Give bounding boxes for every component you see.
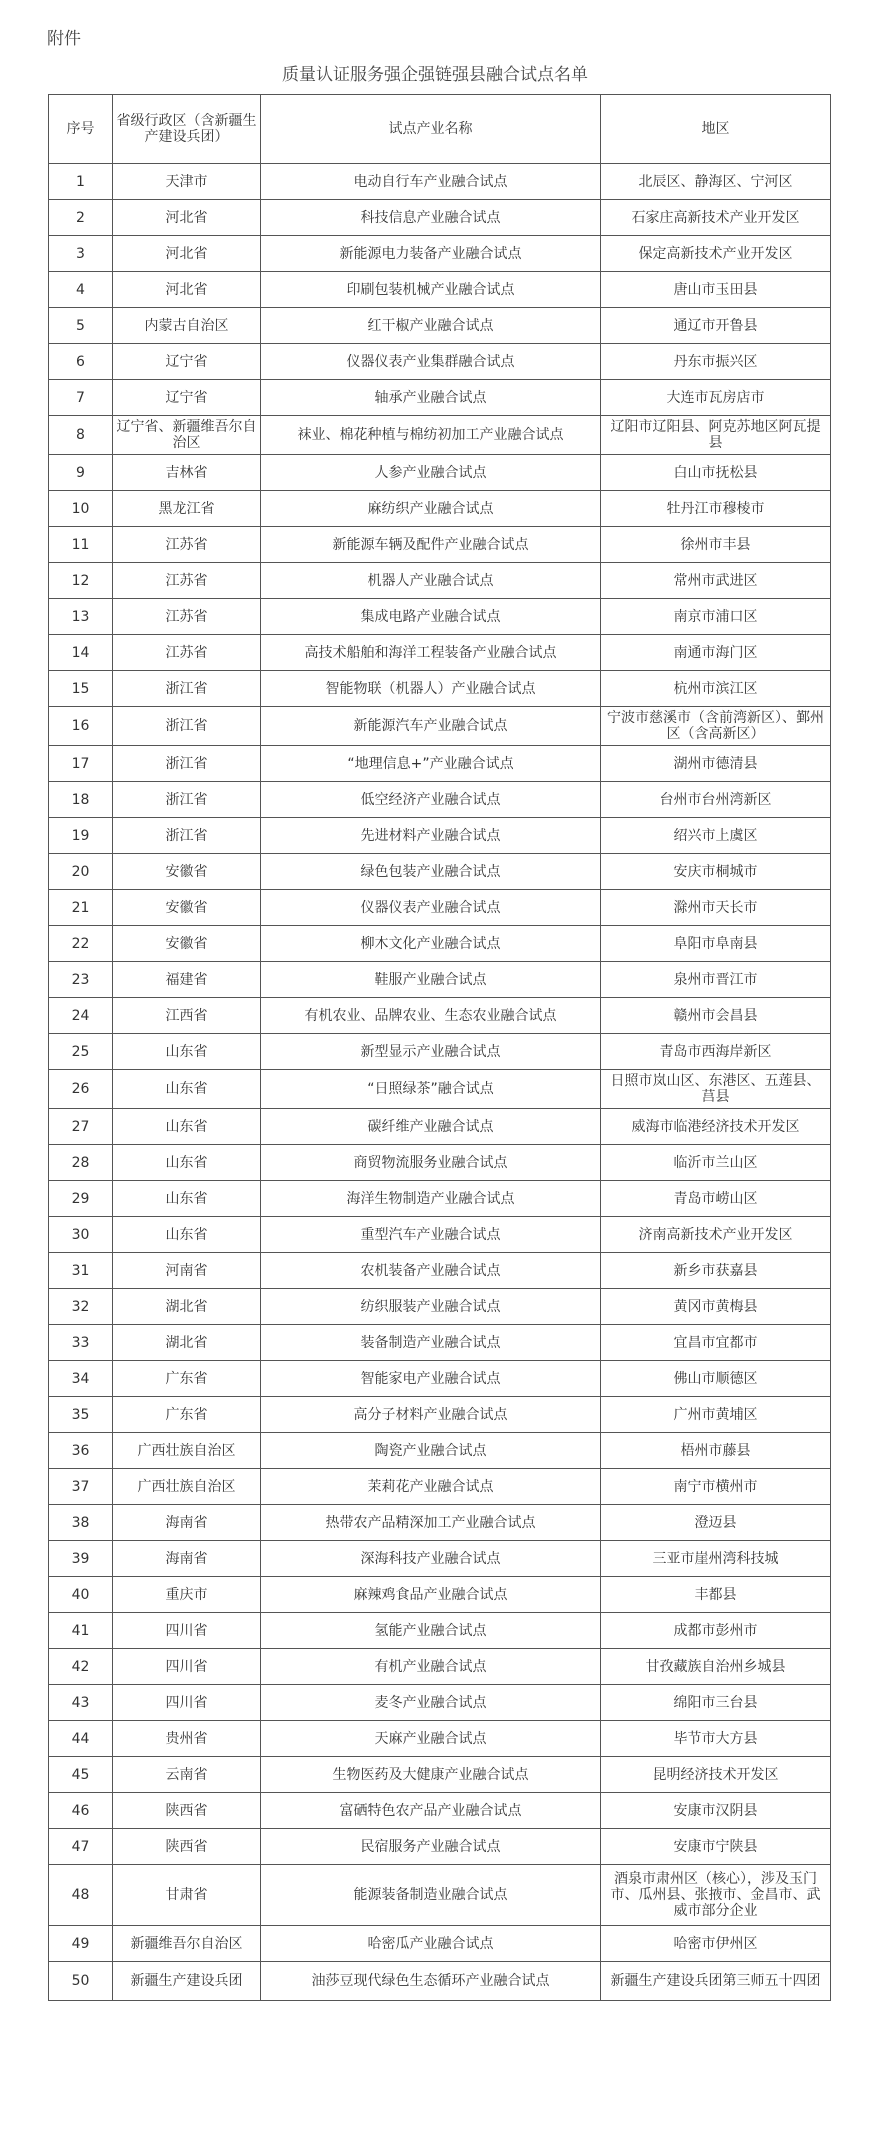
cell-region: 南通市海门区 [601, 635, 831, 671]
cell-province: 内蒙古自治区 [113, 308, 261, 344]
cell-region: 台州市台州湾新区 [601, 782, 831, 818]
cell-region: 临沂市兰山区 [601, 1145, 831, 1181]
table-row [49, 344, 831, 380]
cell-province: 河北省 [113, 236, 261, 272]
cell-province: 新疆生产建设兵团 [113, 1962, 261, 2001]
cell-region: 辽阳市辽阳县、阿克苏地区阿瓦提县 [601, 416, 831, 455]
cell-serial: 39 [49, 1541, 113, 1577]
cell-region: 牡丹江市穆棱市 [601, 491, 831, 527]
cell-serial: 9 [49, 455, 113, 491]
header-industry: 试点产业名称 [261, 95, 601, 164]
table-row [49, 818, 831, 854]
cell-province: 海南省 [113, 1541, 261, 1577]
table-row [49, 491, 831, 527]
cell-industry: 袜业、棉花种植与棉纺初加工产业融合试点 [261, 416, 601, 455]
cell-region: 宁波市慈溪市（含前湾新区）、鄞州区（含高新区） [601, 707, 831, 746]
cell-serial: 36 [49, 1433, 113, 1469]
cell-region: 酒泉市肃州区（核心），涉及玉门市、瓜州县、张掖市、金昌市、武威市部分企业 [601, 1865, 831, 1926]
cell-region: 唐山市玉田县 [601, 272, 831, 308]
table-row [49, 1145, 831, 1181]
cell-province: 山东省 [113, 1181, 261, 1217]
cell-region: 保定高新技术产业开发区 [601, 236, 831, 272]
table-row [49, 527, 831, 563]
cell-industry: 热带农产品精深加工产业融合试点 [261, 1505, 601, 1541]
cell-serial: 47 [49, 1829, 113, 1865]
cell-province: 江苏省 [113, 635, 261, 671]
cell-serial: 1 [49, 164, 113, 200]
table-row [49, 1181, 831, 1217]
document-title: 质量认证服务强企强链强县融合试点名单 [282, 65, 588, 85]
cell-industry: 低空经济产业融合试点 [261, 782, 601, 818]
cell-region: 泉州市晋江市 [601, 962, 831, 998]
cell-region: 绵阳市三台县 [601, 1685, 831, 1721]
cell-province: 浙江省 [113, 746, 261, 782]
cell-region: 新疆生产建设兵团第三师五十四团 [601, 1962, 831, 2001]
cell-region: 澄迈县 [601, 1505, 831, 1541]
cell-region: 威海市临港经济技术开发区 [601, 1109, 831, 1145]
cell-industry: 仪器仪表产业融合试点 [261, 890, 601, 926]
cell-serial: 12 [49, 563, 113, 599]
cell-province: 安徽省 [113, 926, 261, 962]
table-row [49, 926, 831, 962]
table-row [49, 1325, 831, 1361]
cell-province: 辽宁省 [113, 344, 261, 380]
cell-province: 江苏省 [113, 527, 261, 563]
cell-serial: 22 [49, 926, 113, 962]
cell-serial: 7 [49, 380, 113, 416]
table-row [49, 1685, 831, 1721]
cell-province: 江苏省 [113, 599, 261, 635]
cell-province: 贵州省 [113, 1721, 261, 1757]
table-row [49, 380, 831, 416]
cell-province: 海南省 [113, 1505, 261, 1541]
table-row [49, 1253, 831, 1289]
cell-region: 三亚市崖州湾科技城 [601, 1541, 831, 1577]
cell-region: 滁州市天长市 [601, 890, 831, 926]
cell-industry: 麦冬产业融合试点 [261, 1685, 601, 1721]
cell-region: 湖州市德清县 [601, 746, 831, 782]
table-row [49, 272, 831, 308]
table-row [49, 1649, 831, 1685]
table-row [49, 164, 831, 200]
cell-province: 安徽省 [113, 890, 261, 926]
cell-province: 浙江省 [113, 818, 261, 854]
cell-industry: 纺织服装产业融合试点 [261, 1289, 601, 1325]
cell-region: 阜阳市阜南县 [601, 926, 831, 962]
table-row [49, 1926, 831, 1962]
cell-province: 陕西省 [113, 1793, 261, 1829]
cell-serial: 20 [49, 854, 113, 890]
cell-serial: 38 [49, 1505, 113, 1541]
cell-serial: 45 [49, 1757, 113, 1793]
cell-industry: 仪器仪表产业集群融合试点 [261, 344, 601, 380]
cell-region: 绍兴市上虞区 [601, 818, 831, 854]
cell-serial: 4 [49, 272, 113, 308]
cell-region: 常州市武进区 [601, 563, 831, 599]
cell-region: 广州市黄埔区 [601, 1397, 831, 1433]
cell-industry: 新型显示产业融合试点 [261, 1034, 601, 1070]
cell-industry: “日照绿茶”融合试点 [261, 1070, 601, 1109]
cell-province: 湖北省 [113, 1325, 261, 1361]
cell-industry: 民宿服务产业融合试点 [261, 1829, 601, 1865]
cell-province: 重庆市 [113, 1577, 261, 1613]
table-row [49, 1034, 831, 1070]
cell-serial: 11 [49, 527, 113, 563]
cell-industry: 机器人产业融合试点 [261, 563, 601, 599]
table-row [49, 1397, 831, 1433]
cell-province: 浙江省 [113, 782, 261, 818]
attachment-label: 附件 [47, 29, 81, 49]
table-row [49, 746, 831, 782]
cell-region: 徐州市丰县 [601, 527, 831, 563]
cell-serial: 34 [49, 1361, 113, 1397]
cell-province: 山东省 [113, 1070, 261, 1109]
cell-province: 山东省 [113, 1145, 261, 1181]
cell-serial: 16 [49, 707, 113, 746]
cell-serial: 6 [49, 344, 113, 380]
cell-industry: 深海科技产业融合试点 [261, 1541, 601, 1577]
cell-industry: 红干椒产业融合试点 [261, 308, 601, 344]
table-row [49, 1613, 831, 1649]
cell-serial: 3 [49, 236, 113, 272]
cell-serial: 37 [49, 1469, 113, 1505]
cell-industry: “地理信息+”产业融合试点 [261, 746, 601, 782]
table-row [49, 1541, 831, 1577]
cell-province: 安徽省 [113, 854, 261, 890]
cell-province: 甘肃省 [113, 1865, 261, 1926]
cell-industry: 能源装备制造业融合试点 [261, 1865, 601, 1926]
table-row [49, 1109, 831, 1145]
cell-region: 石家庄高新技术产业开发区 [601, 200, 831, 236]
table-row [49, 1505, 831, 1541]
cell-serial: 48 [49, 1865, 113, 1926]
cell-province: 河南省 [113, 1253, 261, 1289]
cell-region: 梧州市藤县 [601, 1433, 831, 1469]
cell-region: 济南高新技术产业开发区 [601, 1217, 831, 1253]
cell-industry: 科技信息产业融合试点 [261, 200, 601, 236]
cell-province: 江苏省 [113, 563, 261, 599]
cell-region: 安庆市桐城市 [601, 854, 831, 890]
cell-region: 南京市浦口区 [601, 599, 831, 635]
cell-region: 哈密市伊州区 [601, 1926, 831, 1962]
cell-province: 新疆维吾尔自治区 [113, 1926, 261, 1962]
cell-serial: 25 [49, 1034, 113, 1070]
table-row [49, 1793, 831, 1829]
cell-province: 河北省 [113, 272, 261, 308]
cell-province: 黑龙江省 [113, 491, 261, 527]
cell-industry: 集成电路产业融合试点 [261, 599, 601, 635]
cell-region: 北辰区、静海区、宁河区 [601, 164, 831, 200]
cell-region: 青岛市西海岸新区 [601, 1034, 831, 1070]
cell-industry: 新能源汽车产业融合试点 [261, 707, 601, 746]
cell-industry: 麻纺织产业融合试点 [261, 491, 601, 527]
cell-industry: 重型汽车产业融合试点 [261, 1217, 601, 1253]
table-row [49, 1217, 831, 1253]
cell-industry: 农机装备产业融合试点 [261, 1253, 601, 1289]
cell-industry: 印刷包装机械产业融合试点 [261, 272, 601, 308]
cell-industry: 智能物联（机器人）产业融合试点 [261, 671, 601, 707]
cell-province: 四川省 [113, 1649, 261, 1685]
cell-industry: 新能源车辆及配件产业融合试点 [261, 527, 601, 563]
table-row [49, 563, 831, 599]
cell-serial: 10 [49, 491, 113, 527]
cell-industry: 富硒特色农产品产业融合试点 [261, 1793, 601, 1829]
cell-region: 安康市汉阴县 [601, 1793, 831, 1829]
cell-province: 云南省 [113, 1757, 261, 1793]
cell-province: 浙江省 [113, 671, 261, 707]
table-row [49, 782, 831, 818]
cell-serial: 41 [49, 1613, 113, 1649]
table-row [49, 854, 831, 890]
cell-region: 丰都县 [601, 1577, 831, 1613]
cell-province: 辽宁省 [113, 380, 261, 416]
cell-serial: 5 [49, 308, 113, 344]
cell-region: 宜昌市宜都市 [601, 1325, 831, 1361]
pilot-list-table [48, 94, 831, 2001]
cell-serial: 8 [49, 416, 113, 455]
cell-serial: 31 [49, 1253, 113, 1289]
cell-province: 浙江省 [113, 707, 261, 746]
cell-province: 山东省 [113, 1109, 261, 1145]
cell-serial: 43 [49, 1685, 113, 1721]
cell-industry: 绿色包装产业融合试点 [261, 854, 601, 890]
cell-industry: 茉莉花产业融合试点 [261, 1469, 601, 1505]
table-row [49, 236, 831, 272]
cell-province: 辽宁省、新疆维吾尔自治区 [113, 416, 261, 455]
header-serial: 序号 [49, 95, 113, 164]
cell-region: 赣州市会昌县 [601, 998, 831, 1034]
cell-serial: 49 [49, 1926, 113, 1962]
cell-serial: 13 [49, 599, 113, 635]
cell-region: 大连市瓦房店市 [601, 380, 831, 416]
table-row [49, 671, 831, 707]
cell-industry: 柳木文化产业融合试点 [261, 926, 601, 962]
cell-industry: 电动自行车产业融合试点 [261, 164, 601, 200]
cell-serial: 46 [49, 1793, 113, 1829]
cell-industry: 氢能产业融合试点 [261, 1613, 601, 1649]
table-header-row [49, 95, 831, 164]
table-row [49, 1469, 831, 1505]
cell-industry: 陶瓷产业融合试点 [261, 1433, 601, 1469]
cell-serial: 44 [49, 1721, 113, 1757]
table-row [49, 1962, 831, 2001]
cell-region: 新乡市获嘉县 [601, 1253, 831, 1289]
cell-region: 青岛市崂山区 [601, 1181, 831, 1217]
cell-province: 广西壮族自治区 [113, 1469, 261, 1505]
cell-serial: 27 [49, 1109, 113, 1145]
cell-serial: 17 [49, 746, 113, 782]
cell-serial: 40 [49, 1577, 113, 1613]
cell-region: 安康市宁陕县 [601, 1829, 831, 1865]
cell-province: 广东省 [113, 1397, 261, 1433]
cell-province: 江西省 [113, 998, 261, 1034]
cell-province: 天津市 [113, 164, 261, 200]
cell-serial: 50 [49, 1962, 113, 2001]
cell-region: 毕节市大方县 [601, 1721, 831, 1757]
cell-serial: 21 [49, 890, 113, 926]
cell-serial: 23 [49, 962, 113, 998]
cell-industry: 碳纤维产业融合试点 [261, 1109, 601, 1145]
table-row [49, 890, 831, 926]
cell-serial: 35 [49, 1397, 113, 1433]
cell-serial: 2 [49, 200, 113, 236]
table-row [49, 1757, 831, 1793]
cell-province: 四川省 [113, 1685, 261, 1721]
cell-region: 昆明经济技术开发区 [601, 1757, 831, 1793]
cell-serial: 26 [49, 1070, 113, 1109]
table-row [49, 1577, 831, 1613]
cell-industry: 生物医药及大健康产业融合试点 [261, 1757, 601, 1793]
table-row [49, 1070, 831, 1109]
cell-industry: 油莎豆现代绿色生态循环产业融合试点 [261, 1962, 601, 2001]
cell-serial: 18 [49, 782, 113, 818]
cell-region: 丹东市振兴区 [601, 344, 831, 380]
table-row [49, 599, 831, 635]
cell-province: 四川省 [113, 1613, 261, 1649]
cell-province: 山东省 [113, 1217, 261, 1253]
cell-serial: 33 [49, 1325, 113, 1361]
cell-serial: 28 [49, 1145, 113, 1181]
header-province: 省级行政区（含新疆生产建设兵团） [113, 95, 261, 164]
cell-region: 白山市抚松县 [601, 455, 831, 491]
table-row [49, 1289, 831, 1325]
cell-serial: 32 [49, 1289, 113, 1325]
cell-industry: 高分子材料产业融合试点 [261, 1397, 601, 1433]
table-row [49, 1361, 831, 1397]
table-row [49, 200, 831, 236]
cell-industry: 高技术船舶和海洋工程装备产业融合试点 [261, 635, 601, 671]
cell-region: 成都市彭州市 [601, 1613, 831, 1649]
table-row [49, 635, 831, 671]
table-row [49, 308, 831, 344]
cell-industry: 人参产业融合试点 [261, 455, 601, 491]
cell-province: 湖北省 [113, 1289, 261, 1325]
cell-serial: 14 [49, 635, 113, 671]
cell-serial: 19 [49, 818, 113, 854]
table-row [49, 707, 831, 746]
cell-region: 黄冈市黄梅县 [601, 1289, 831, 1325]
cell-industry: 麻辣鸡食品产业融合试点 [261, 1577, 601, 1613]
table-row [49, 962, 831, 998]
table-row [49, 1865, 831, 1926]
cell-industry: 有机产业融合试点 [261, 1649, 601, 1685]
table-row [49, 455, 831, 491]
cell-industry: 哈密瓜产业融合试点 [261, 1926, 601, 1962]
cell-region: 日照市岚山区、东港区、五莲县、莒县 [601, 1070, 831, 1109]
cell-province: 山东省 [113, 1034, 261, 1070]
cell-serial: 30 [49, 1217, 113, 1253]
cell-province: 福建省 [113, 962, 261, 998]
cell-province: 河北省 [113, 200, 261, 236]
cell-region: 南宁市横州市 [601, 1469, 831, 1505]
cell-industry: 商贸物流服务业融合试点 [261, 1145, 601, 1181]
table-row [49, 998, 831, 1034]
cell-industry: 鞋服产业融合试点 [261, 962, 601, 998]
header-region: 地区 [601, 95, 831, 164]
cell-industry: 装备制造产业融合试点 [261, 1325, 601, 1361]
cell-region: 杭州市滨江区 [601, 671, 831, 707]
cell-industry: 先进材料产业融合试点 [261, 818, 601, 854]
cell-province: 广东省 [113, 1361, 261, 1397]
cell-province: 吉林省 [113, 455, 261, 491]
cell-region: 通辽市开鲁县 [601, 308, 831, 344]
cell-province: 陕西省 [113, 1829, 261, 1865]
cell-serial: 24 [49, 998, 113, 1034]
table-row [49, 1433, 831, 1469]
cell-industry: 智能家电产业融合试点 [261, 1361, 601, 1397]
cell-region: 甘孜藏族自治州乡城县 [601, 1649, 831, 1685]
cell-serial: 15 [49, 671, 113, 707]
cell-industry: 新能源电力装备产业融合试点 [261, 236, 601, 272]
cell-industry: 有机农业、品牌农业、生态农业融合试点 [261, 998, 601, 1034]
table-row [49, 416, 831, 455]
cell-province: 广西壮族自治区 [113, 1433, 261, 1469]
cell-serial: 29 [49, 1181, 113, 1217]
table-row [49, 1721, 831, 1757]
cell-serial: 42 [49, 1649, 113, 1685]
cell-industry: 轴承产业融合试点 [261, 380, 601, 416]
cell-industry: 海洋生物制造产业融合试点 [261, 1181, 601, 1217]
cell-industry: 天麻产业融合试点 [261, 1721, 601, 1757]
table-row [49, 1829, 831, 1865]
cell-region: 佛山市顺德区 [601, 1361, 831, 1397]
